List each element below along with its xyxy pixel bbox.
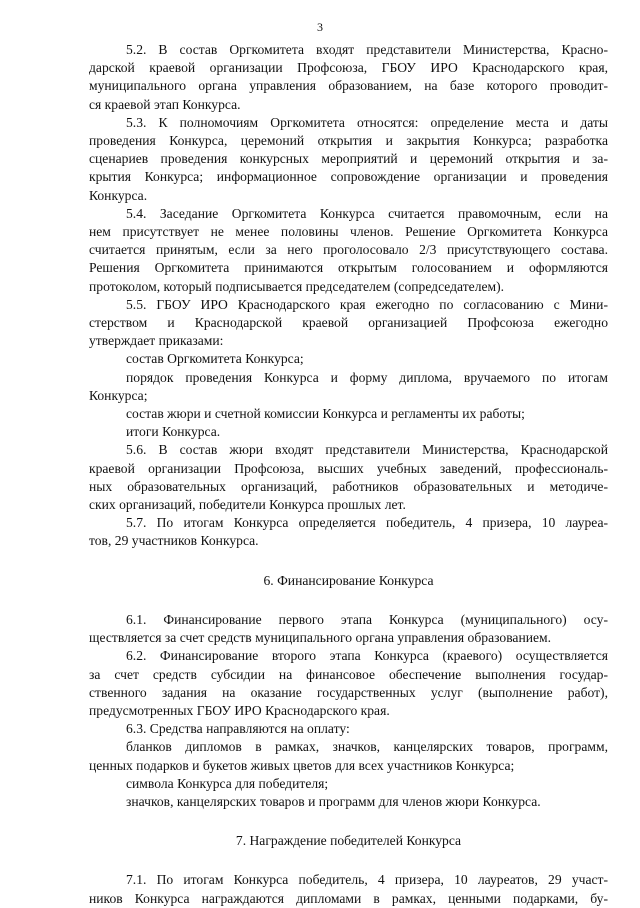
text-line: ществляется за счет средств муниципального органа управления образованием. — [89, 630, 552, 646]
text-line: 6.3. Средства направляются на оплату: — [126, 721, 350, 737]
text-line: ценных подарков и букетов живых цветов для всех участников Конкурса; — [89, 757, 515, 773]
text-line: за счет средств субсидии на финансовое обеспечение выполнения государ- — [89, 666, 608, 682]
text-line: 5.4. Заседание Оргкомитета Конкурса считается правомочным, если на — [126, 205, 608, 221]
section-5-paragraphs — [89, 41, 608, 551]
paragraph-p5-6 — [89, 441, 608, 514]
text-line: ных образовательных организаций, работников образовательных и методиче- — [89, 478, 608, 494]
text-line: итоги Конкурса. — [126, 424, 221, 440]
paragraph-p6-1 — [89, 611, 608, 647]
heading-financing: 6. Финансирование Конкурса — [263, 572, 434, 588]
text-line: ственного задания на оказание государственных услуг (выполнение работ), — [89, 684, 608, 700]
text-line: нем присутствует не менее половины членов. Решение Оргкомитета Конкурса — [89, 224, 608, 240]
text-line: 5.2. В состав Оргкомитета входят представители Министерства, Красно- — [126, 42, 608, 57]
paragraph-p6-3 — [89, 720, 608, 811]
text-line: стерством и Краснодарской краевой организацией Профсоюза ежегодно — [89, 315, 608, 331]
spacer — [89, 551, 608, 572]
text-line: ников Конкурса награждаются дипломами в рамках, ценными подарками, бу- — [89, 890, 608, 906]
text-line: 6.1. Финансирование первого этапа Конкурса (муниципального) осу- — [126, 611, 608, 627]
text-line: 5.3. К полномочиям Оргкомитета относятся: определение места и даты — [126, 114, 608, 130]
paragraph-p7-1 — [89, 871, 608, 907]
text-line: Конкурса. — [89, 187, 148, 203]
text-line: сценариев проведения конкурсных мероприятий и церемоний открытия и за- — [89, 151, 608, 167]
spacer — [89, 811, 608, 832]
paragraph-p5-2 — [89, 41, 608, 114]
text-line: значков, канцелярских товаров и программ для членов жюри Конкурса. — [126, 793, 541, 809]
text-line: ся краевой этап Конкурса. — [89, 96, 241, 112]
text-line: проведения Конкурса, церемоний открытия и закрытия Конкурса; разработка — [89, 133, 608, 149]
text-line: тов, 29 участников Конкурса. — [89, 533, 259, 549]
text-line: протоколом, который подписывается председателем (сопредседателем). — [89, 278, 505, 294]
text-line: бланков дипломов в рамках, значков, канцелярских товаров, программ, — [126, 739, 608, 755]
text-line: 5.6. В состав жюри входят представители Министерства, Краснодарской — [126, 442, 608, 458]
text-line: дарской краевой организации Профсоюза, ГБОУ ИРО Краснодарского края, — [89, 60, 608, 76]
text-line: ских организаций, победители Конкурса прошлых лет. — [89, 497, 406, 513]
text-line: порядок проведения Конкурса и форму диплома, вручаемого по итогам — [126, 369, 608, 385]
text-line: Решения Оргкомитета принимаются открытым голосованием и оформляются — [89, 260, 608, 276]
text-line: состав жюри и счетной комиссии Конкурса и регламенты их работы; — [126, 406, 525, 422]
text-line: крытия Конкурса; информационное сопровождение организации и проведения — [89, 169, 608, 185]
text-line: утверждает приказами: — [89, 333, 224, 349]
text-line: символа Конкурса для победителя; — [126, 775, 329, 791]
spacer — [89, 590, 608, 611]
text-line: 7.1. По итогам Конкурса победитель, 4 призера, 10 лауреатов, 29 участ- — [126, 872, 608, 888]
document-body — [89, 41, 608, 908]
text-line: предусмотренных ГБОУ ИРО Краснодарского края. — [89, 702, 390, 718]
paragraph-p5-7 — [89, 514, 608, 550]
paragraph-p5-3 — [89, 114, 608, 205]
text-line: Конкурса; — [89, 387, 148, 403]
paragraph-p5-5 — [89, 296, 608, 442]
text-line: краевой организации Профсоюза, высших учебных заведений, профессиональ- — [89, 460, 608, 476]
text-line: 5.7. По итогам Конкурса определяется победитель, 4 призера, 10 лауреа- — [126, 515, 608, 531]
paragraph-p6-2 — [89, 647, 608, 720]
page-number: 3 — [317, 20, 323, 34]
text-line: считается принятым, если за него проголосовало 2/3 присутствующего состава. — [89, 242, 608, 258]
section-6-paragraphs — [89, 611, 608, 811]
text-line: 6.2. Финансирование второго этапа Конкурса (краевого) осуществляется — [126, 648, 608, 664]
section-7-paragraphs — [89, 871, 608, 907]
text-line: 5.5. ГБОУ ИРО Краснодарского края ежегодно по согласованию с Мини- — [126, 296, 608, 312]
heading-awarding: 7. Награждение победителей Конкурса — [235, 833, 462, 849]
paragraph-p5-4 — [89, 205, 608, 296]
spacer — [89, 850, 608, 871]
text-line: состав Оргкомитета Конкурса; — [126, 351, 304, 367]
text-line: муниципального органа управления образованием, на базе которого проводит- — [89, 78, 608, 94]
